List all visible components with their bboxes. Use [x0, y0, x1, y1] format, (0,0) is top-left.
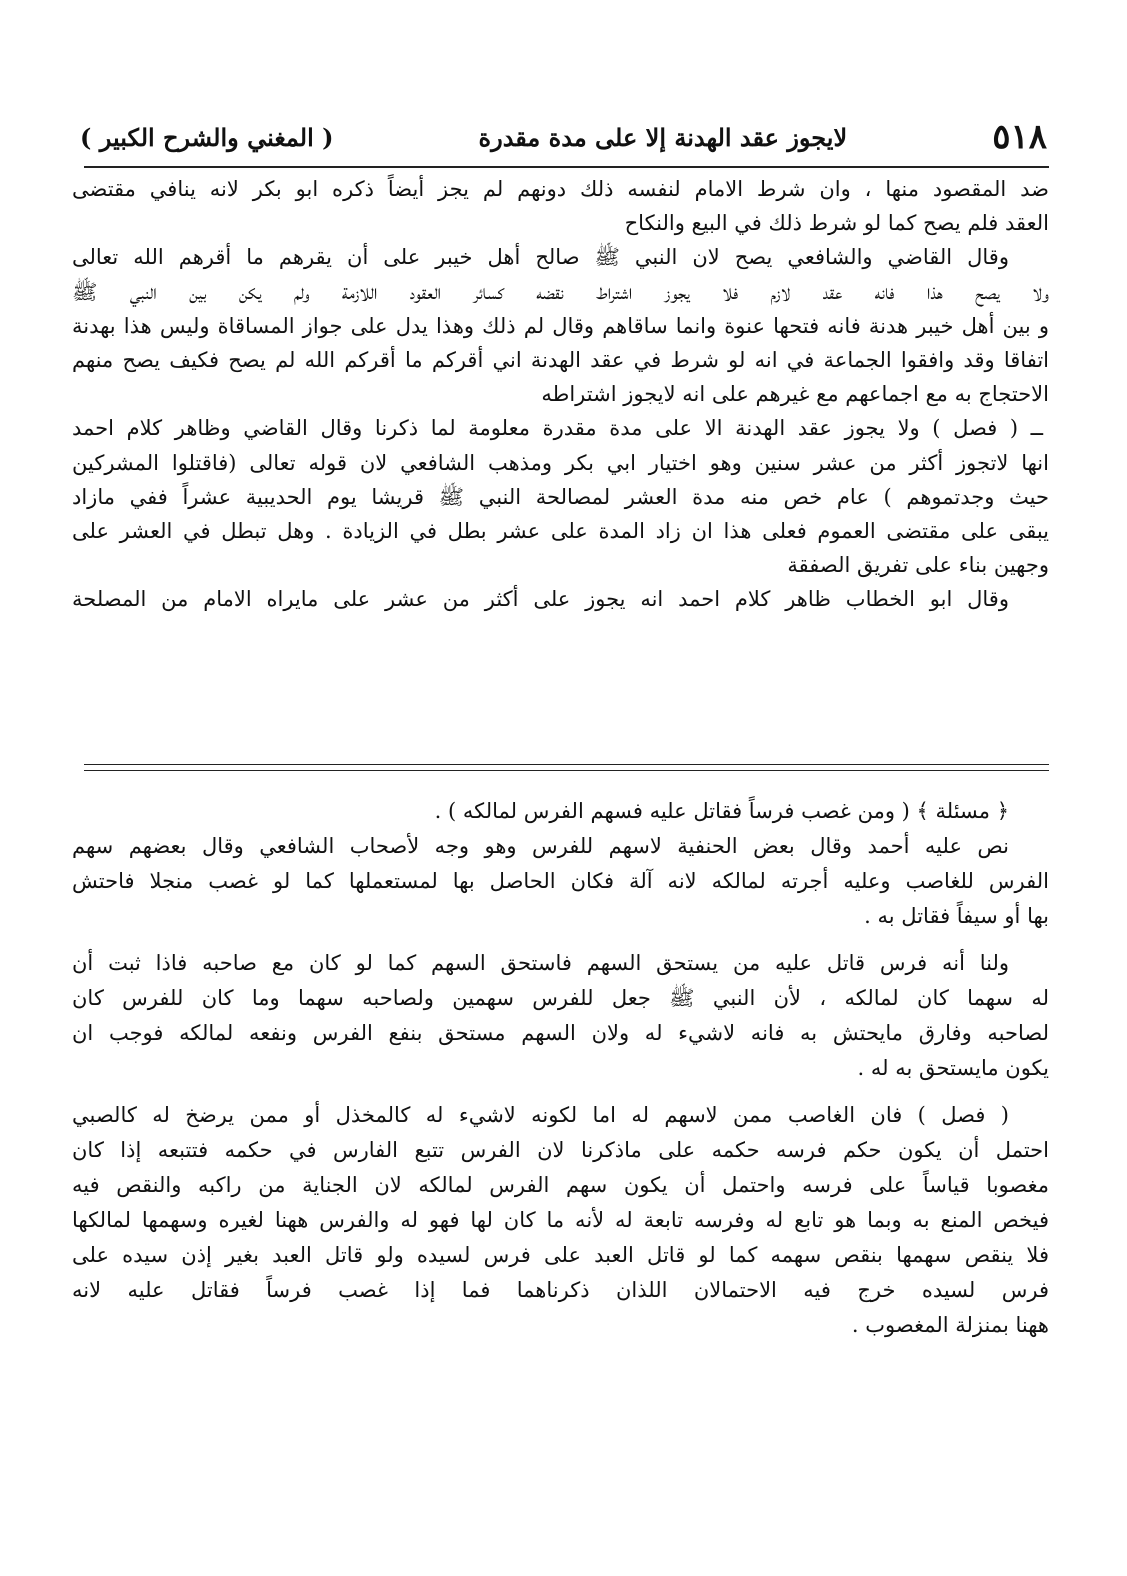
sharh-text-block [72, 172, 1049, 616]
page-number: ٥١٨ [992, 117, 1047, 157]
running-title: لايجوز عقد الهدنة إلا على مدة مقدرة [478, 122, 848, 152]
text-line: بها أو سيفاً فقاتل به . [864, 904, 1049, 928]
text-line: ( فصل ) فان الغاصب ممن لاسهم له اما لكونه لاشيء له كالمخذل أو ممن يرضخ له كالصبي [72, 1103, 1009, 1127]
text-line: مغصوبا قياساً على فرسه واحتمل أن يكون سهم الفرس لمالكه لان الجناية من راكبه والنقص فيه [72, 1173, 1049, 1197]
header-divider [84, 166, 1049, 168]
text-line: انها لاتجوز أكثر من عشر سنين وهو اختيار ابي بكر ومذهب الشافعي لان قوله تعالى (فاقتلوا المشركين [72, 450, 1049, 475]
text-line: فلا ينقص سهمها بنقص سهمه كما لو قاتل العبد على فرس لسيده ولو قاتل العبد بغير إذن سيده على [72, 1243, 1049, 1267]
text-line: لصاحبه وفارق مايحتش به فانه لاشيء له ولان السهم مستحق بنفع الفرس ونفعه لمالكه فوجب ان [72, 1021, 1049, 1045]
text-line: نص عليه أحمد وقال بعض الحنفية لاسهم للفرس وهو وجه لأصحاب الشافعي وقال بعضهم سهم [72, 834, 1009, 858]
paragraph-gap [72, 934, 1049, 946]
text-line: وقال ابو الخطاب ظاهر كلام احمد انه يجوز على أكثر من عشر على مايراه الامام من المصلحة [72, 587, 1009, 612]
text-line: وجهين بناء على تفريق الصفقة [787, 553, 1049, 578]
text-line: يكون مايستحق به له . [857, 1056, 1049, 1080]
text-line: فيخص المنع به وبما هو تابع له وفرسه تابعة له لأنه ما كان لها فهو له والفرس ههنا لغيره وسهمها لمالكها [72, 1208, 1049, 1232]
text-line: فرس لسيده خرج فيه الاحتمالان اللذان ذكرناهما فما إذا غصب فرساً فقاتل عليه لانه [72, 1278, 1049, 1302]
mughni-text-block [72, 794, 1049, 1343]
text-line: احتمل أن يكون حكم فرسه حكمه على ماذكرنا لان الفرس تتبع الفارس في حكمه فتتبعه إذا كان [72, 1138, 1049, 1162]
text-line: ضد المقصود منها ، وان شرط الامام لنفسه ذلك دونهم لم يجز أيضاً ذكره ابو بكر لانه ينافي مقتضى [72, 177, 1049, 201]
text-line: الفرس للغاصب وعليه أجرته لمالكه لانه آلة فكان الحاصل بها لمستعملها كما لو غصب منجلا فاحتش [72, 869, 1049, 893]
paragraph-gap [72, 1086, 1049, 1098]
text-line: ــ ( فصل ) ولا يجوز عقد الهدنة الا على مدة مقدرة معلومة لما ذكرنا وقال القاضي وظاهر كلام احمد [72, 416, 1043, 441]
text-line: حيث وجدتموهم ) عام خص منه مدة العشر لمصالحة النبي ﷺ قريشا يوم الحديبية عشراً ففي مازاد [72, 484, 1049, 509]
section-divider-lower [84, 770, 1049, 771]
text-line: اتفاقا وقد وافقوا الجماعة في انه لو شرط في عقد الهدنة اني أقركم ما أقركم الله لم يصح فكيف يصح منهم [72, 347, 1049, 372]
text-line: الاحتجاج به مع اجماعهم مع غيرهم على انه لايجوز اشتراطه [541, 382, 1049, 407]
text-line: ههنا بمنزلة المغصوب . [851, 1313, 1049, 1337]
text-line: ولا يصح هذا فانه عقد لازم فلا يجوز اشتراط نقضه كسائر العقود اللازمة ولم يكن بين النبي ﷺ [72, 279, 1049, 304]
text-line: و بين أهل خيبر هدنة فانه فتحها عنوة وانما ساقاهم وقال لم ذلك وهذا يدل على جواز المساقاة وليس هذا بهدنة [72, 313, 1049, 338]
text-line: ولنا أنه فرس قاتل عليه من يستحق السهم فاستحق السهم كما لو كان مع صاحبه فاذا ثبت أن [72, 951, 1009, 975]
text-line: يبقى على مقتضى العموم فعلى هذا ان زاد المدة على عشر بطل في الزيادة . وهل تبطل في العشر على [72, 518, 1049, 543]
book-title: ( المغني والشرح الكبير ) [80, 122, 334, 152]
masala-heading: ﴿ مسئلة ﴾ ( ومن غصب فرساً فقاتل عليه فسهم الفرس لمالكه ) . [434, 799, 1009, 823]
text-line: وقال القاضي والشافعي يصح لان النبي ﷺ صالح أهل خيبر على أن يقرهم ما أقرهم الله تعالى [72, 245, 1009, 270]
text-line: العقد فلم يصح كما لو شرط ذلك في البيع والنكاح [624, 211, 1049, 236]
page-header [80, 112, 1047, 162]
text-line: له سهما كان لمالكه ، لأن النبي ﷺ جعل للفرس سهمين ولصاحبه سهما وما كان للفرس كان [72, 986, 1049, 1010]
section-divider-upper [84, 764, 1049, 765]
